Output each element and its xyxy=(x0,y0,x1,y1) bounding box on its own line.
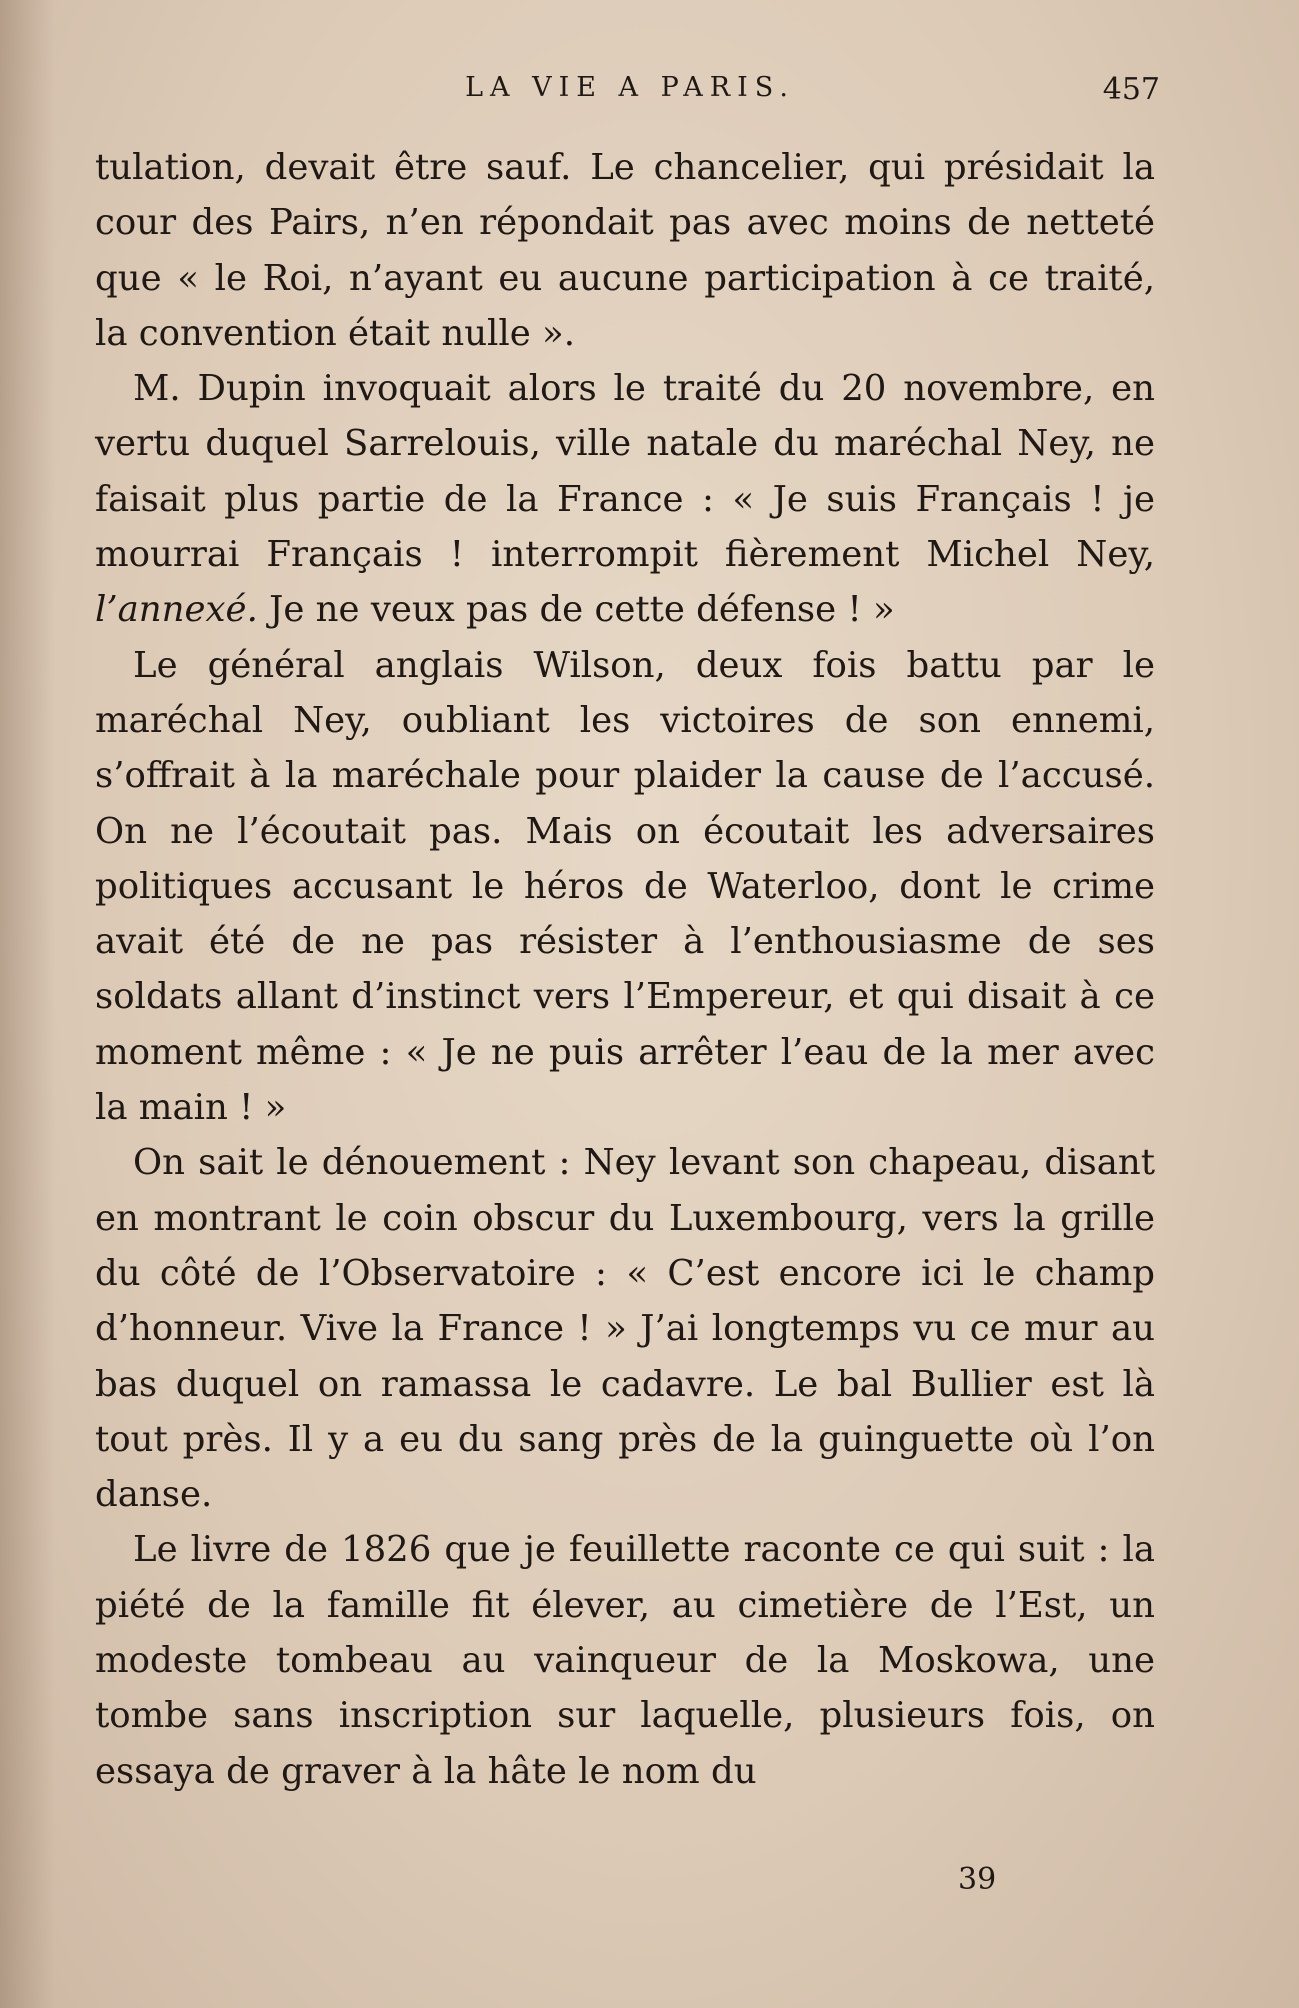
paragraph-1 xyxy=(95,140,1155,361)
paragraph-5-text: Le livre de 1826 que je feuillette raconte ce qui suit : la piété de la famille fit élever, au cimetière de l’Est, un modeste tombeau au vainqueur de la Moskowa, une tombe sans inscription sur laquelle, plusieurs fois, on essaya de graver à la hâte le nom du xyxy=(95,1529,1155,1792)
signature-mark: 39 xyxy=(958,1862,997,1897)
body-text xyxy=(95,140,1155,1799)
paragraph-4-text: On sait le dénouement : Ney levant son chapeau, disant en montrant le coin obscur du Luxembourg, vers la grille du côté de l’Observatoire : « C’est encore ici le champ d’honneur. Vive la France ! » J’ai longtemps vu ce mur au bas duquel on ramassa le cadavre. Le bal Bullier est là tout près. Il y a eu du sang près de la guinguette où l’on danse. xyxy=(95,1142,1155,1516)
paragraph-2-emphasis: l’annexé. xyxy=(95,589,258,631)
running-head xyxy=(100,72,1160,112)
paragraph-3 xyxy=(95,638,1155,1136)
paragraph-3-text: Le général anglais Wilson, deux fois battu par le maréchal Ney, oubliant les victoires de son ennemi, s’offrait à la maréchale pour plaider la cause de l’accusé. On ne l’écoutait pas. Mais on écoutait les adversaires politiques accusant le héros de Waterloo, dont le crime avait été de ne pas résister à l’enthousiasme de ses soldats allant d’instinct vers l’Empereur, et qui disait à ce moment même : « Je ne puis arrêter l’eau de la mer avec la main ! » xyxy=(95,644,1155,1129)
paragraph-2-text-start: M. Dupin invoquait alors le traité du 20 novembre, en vertu duquel Sarrelouis, ville natale du maréchal Ney, ne faisait plus partie de la France : « Je suis Français ! je mourrai Français ! interrompit fièrement Michel Ney, xyxy=(95,368,1155,576)
page-number: 457 xyxy=(1102,72,1160,107)
running-title: LA VIE A PARIS. xyxy=(465,72,795,103)
paragraph-2-text-end: Je ne veux pas de cette défense ! » xyxy=(257,589,895,631)
paragraph-4 xyxy=(95,1135,1155,1522)
paragraph-5 xyxy=(95,1522,1155,1798)
paragraph-2 xyxy=(95,361,1155,637)
paragraph-1-text: tulation, devait être sauf. Le chancelier, qui présidait la cour des Pairs, n’en répondait pas avec moins de netteté que « le Roi, n’ayant eu aucune participation à ce traité, la convention était nulle ». xyxy=(95,147,1155,354)
spine-shadow xyxy=(0,0,55,2008)
